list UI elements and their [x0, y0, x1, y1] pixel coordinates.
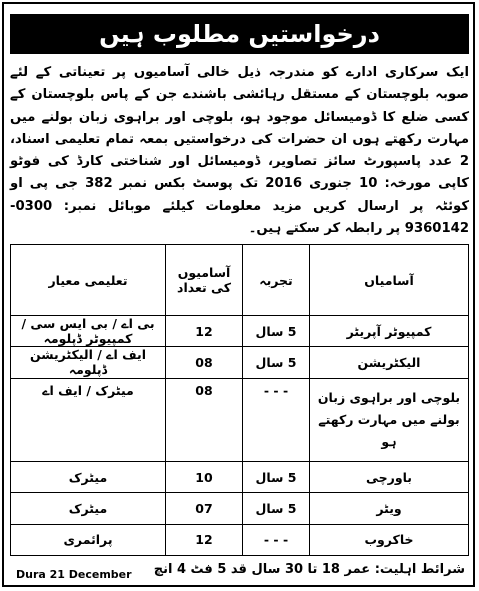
education-cell: میٹرک	[11, 462, 166, 493]
eligibility-text: شرائط اہلیت: عمر 18 تا 30 سال قد 5 فٹ 4 انچ	[153, 562, 465, 577]
count-cell: 12	[166, 524, 243, 555]
header-education: تعلیمی معیار	[11, 245, 166, 316]
post-cell: الیکٹریشن	[310, 347, 469, 378]
ad-banner	[10, 14, 469, 54]
education-cell: پرائمری	[11, 524, 166, 555]
ad-title: درخواستیں مطلوب ہیں	[99, 20, 380, 48]
table-header-row	[11, 245, 469, 316]
intro-paragraph: ایک سرکاری ادارے کو مندرجہ ذیل خالی آسامیوں پر تعیناتی کے لئے صوبہ بلوچستان کے مستقل رہائشی باشندے جن کے پاس بلوچستان کے کسی ضلع کا ڈومیسائل موجود ہو، بلوچی اور براہوی زبان بولنے میں مہارت رکھتے ہوں ان حضرات کی درخواستیں بمعہ تمام تعلیمی اسناد، 2 عدد پاسپورٹ سائز تصاویر، ڈومیسائل اور شناختی کارڈ کی فوٹو کاپی مورخہ: 10 جنوری 2016 تک پوسٹ بکس نمبر 382 جی پی او کوئٹہ پر ارسال کریں مزید معلومات کیلئے موبائل نمبر: 0300-9360142 پر رابطہ کر سکتے ہیں۔	[10, 65, 469, 237]
experience-cell: 5 سال	[243, 316, 310, 347]
table-row	[11, 316, 469, 347]
count-cell: 10	[166, 462, 243, 493]
experience-cell: 5 سال	[243, 462, 310, 493]
education-cell: بی اے / بی ایس سی / کمپیوٹر ڈپلومہ	[11, 316, 166, 347]
table-row	[11, 462, 469, 493]
count-cell: 12	[166, 316, 243, 347]
experience-cell: - - -	[243, 524, 310, 555]
post-cell: خاکروب	[310, 524, 469, 555]
header-experience: تجربہ	[243, 245, 310, 316]
header-post: آسامیاں	[310, 245, 469, 316]
table-row	[11, 524, 469, 555]
post-cell: کمپیوٹر آپریٹر	[310, 316, 469, 347]
experience-cell: - - -	[243, 378, 310, 462]
table-row	[11, 347, 469, 378]
header-count: آسامیوں کی تعداد	[166, 245, 243, 316]
table-row	[11, 378, 469, 462]
intro-text	[10, 62, 469, 240]
education-cell: ایف اے / الیکٹریشن ڈپلومہ	[11, 347, 166, 378]
experience-cell: 5 سال	[243, 493, 310, 524]
vacancies-table	[10, 244, 469, 556]
publication-credit: Dura 21 December	[16, 568, 132, 581]
post-cell: باورچی	[310, 462, 469, 493]
education-cell: میٹرک	[11, 493, 166, 524]
table-row	[11, 493, 469, 524]
experience-cell: 5 سال	[243, 347, 310, 378]
post-cell: ویٹر	[310, 493, 469, 524]
count-cell: 07	[166, 493, 243, 524]
count-cell: 08	[166, 347, 243, 378]
post-cell: بلوچی اور براہوی زبان بولنے میں مہارت رکھتے ہو	[310, 378, 469, 462]
education-cell: میٹرک / ایف اے	[11, 378, 166, 462]
count-cell: 08	[166, 378, 243, 462]
